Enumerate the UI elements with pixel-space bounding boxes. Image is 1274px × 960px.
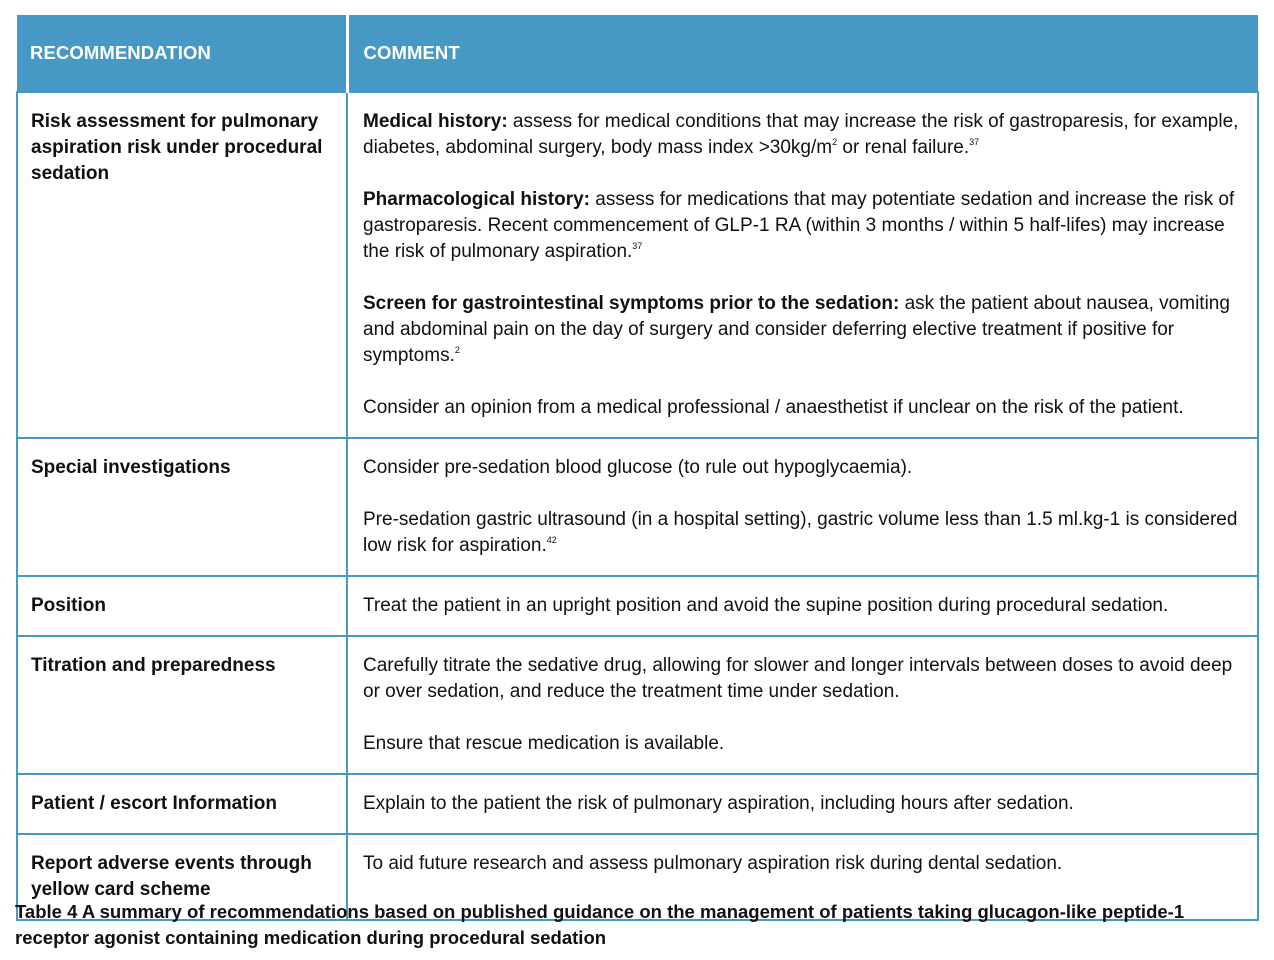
- table-row-titration: [17, 636, 1258, 774]
- comment-paragraph: [363, 731, 1251, 757]
- comment-paragraph: [363, 653, 1251, 705]
- comment-paragraph: [363, 507, 1251, 559]
- comment-text: To aid future research and assess pulmonary aspiration risk during dental sedation.: [363, 853, 1063, 874]
- comment-text: Consider an opinion from a medical professional / anaesthetist if unclear on the risk of the patient.: [363, 397, 1184, 418]
- table-caption: Table 4 A summary of recommendations based on published guidance on the management of patients taking glucagon-like peptide-1 receptor agonist containing medication during procedural sedation: [15, 901, 1185, 948]
- comment-paragraph: [363, 109, 1251, 161]
- comment-paragraph: [363, 593, 1251, 619]
- comment-cell: [347, 438, 1258, 576]
- comment-paragraph: [363, 395, 1251, 421]
- comment-cell: [347, 92, 1258, 438]
- comment-text: Consider pre-sedation blood glucose (to rule out hypoglycaemia).: [363, 457, 913, 478]
- table-row-patient-escort: [17, 774, 1258, 834]
- table-row-risk-assessment: [17, 92, 1258, 438]
- recommendation-cell: Position: [17, 576, 347, 636]
- comment-paragraph: [363, 187, 1251, 265]
- table-header-row: [17, 15, 1258, 92]
- table-row-position: [17, 576, 1258, 636]
- comment-text: Treat the patient in an upright position and avoid the supine position during procedural sedation.: [363, 595, 1169, 616]
- recommendations-table-container: [16, 15, 1257, 921]
- comment-lead: Medical history:: [363, 111, 508, 132]
- reference-superscript: 37: [632, 241, 643, 251]
- superscript-exponent: 2: [832, 137, 838, 147]
- comment-lead: Pharmacological history:: [363, 189, 591, 210]
- recommendations-table: [16, 15, 1259, 921]
- comment-text: assess for medications that may potentiate sedation and increase the risk of gastroparesis. Recent commencement of GLP-1 RA (within 3 months / within 5 half-lifes) may increase the risk of pulmonary aspiration.: [363, 189, 1235, 262]
- table-row-special-investigations: [17, 438, 1258, 576]
- recommendation-cell: Titration and preparedness: [17, 636, 347, 774]
- reference-superscript: 37: [969, 137, 980, 147]
- comment-cell: [347, 576, 1258, 636]
- comment-text: Pre-sedation gastric ultrasound (in a hospital setting), gastric volume less than 1.5 ml.kg-1 is considered low risk for aspiration.: [363, 509, 1238, 556]
- comment-text: Ensure that rescue medication is available.: [363, 733, 725, 754]
- recommendation-cell: Special investigations: [17, 438, 347, 576]
- comment-text-after: or renal failure.: [837, 137, 970, 158]
- comment-cell: [347, 774, 1258, 834]
- comment-text: ask the patient about nausea, vomiting and abdominal pain on the day of surgery and consider deferring elective treatment if positive for symptoms.: [363, 293, 1230, 366]
- recommendation-cell: Report adverse events through yellow card scheme: [17, 834, 347, 920]
- comment-column-header: COMMENT: [347, 15, 1258, 92]
- comment-cell: [347, 636, 1258, 774]
- comment-paragraph: [363, 455, 1251, 481]
- comment-paragraph: [363, 791, 1251, 817]
- comment-paragraph: [363, 291, 1251, 369]
- comment-lead: Screen for gastrointestinal symptoms prior to the sedation:: [363, 293, 900, 314]
- comment-paragraph: [363, 851, 1251, 877]
- comment-text: assess for medical conditions that may increase the risk of gastroparesis, for example, diabetes, abdominal surgery, body mass index >30kg/m: [363, 111, 1239, 158]
- reference-superscript: 42: [546, 535, 557, 545]
- reference-superscript: 2: [454, 345, 460, 355]
- comment-text: Explain to the patient the risk of pulmonary aspiration, including hours after sedation.: [363, 793, 1074, 814]
- recommendation-cell: Patient / escort Information: [17, 774, 347, 834]
- comment-text: Carefully titrate the sedative drug, allowing for slower and longer intervals between doses to avoid deep or over sedation, and reduce the treatment time under sedation.: [363, 655, 1233, 702]
- recommendation-column-header: RECOMMENDATION: [17, 15, 347, 92]
- recommendation-cell: Risk assessment for pulmonary aspiration risk under procedural sedation: [17, 92, 347, 438]
